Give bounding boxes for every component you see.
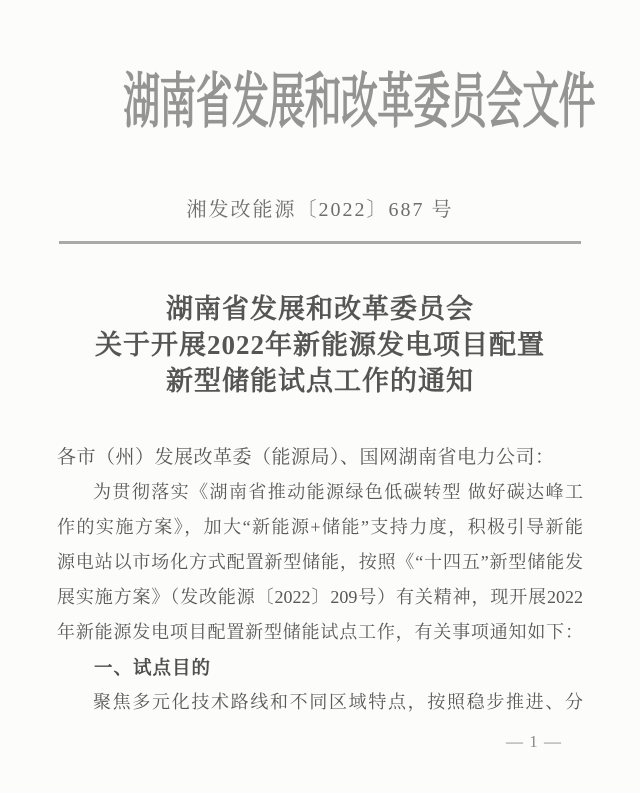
body-line: 为贯彻落实《湖南省推动能源绿色低碳转型 做好碳达峰工 <box>93 482 583 502</box>
body-line: 源电站以市场化方式配置新型储能，按照《“十四五”新型储能发 <box>57 552 583 572</box>
section-heading: 一、试点目的 <box>94 657 212 678</box>
title-line-2: 关于开展2022年新能源发电项目配置 <box>95 330 545 360</box>
doc-number: 湘发改能源〔2022〕687 号 <box>186 199 454 221</box>
body-line: 年新能源发电项目配置新型储能试点工作，有关事项通知如下： <box>57 622 583 642</box>
letterhead-divider <box>59 241 581 244</box>
title-line-1: 湖南省发展和改革委员会 <box>166 294 474 324</box>
body-line: 作的实施方案》，加大“新能源+储能”支持力度，积极引导新能 <box>57 517 583 537</box>
document-title <box>0 291 640 399</box>
title-line-3: 新型储能试点工作的通知 <box>166 366 474 396</box>
scan-noise <box>0 0 2 2</box>
document-body <box>57 440 583 720</box>
body-line: 展实施方案》（发改能源〔2022〕209号）有关精神，现开展2022 <box>57 587 583 607</box>
salutation-line: 各市（州）发展改革委（能源局）、国网湖南省电力公司： <box>57 447 555 468</box>
letterhead-title: 湖南省发展和改革委员会文件 <box>123 69 595 135</box>
body-line: 聚焦多元化技术路线和不同区域特点，按照稳步推进、分 <box>93 692 583 712</box>
page-number: — 1 — <box>506 732 562 751</box>
